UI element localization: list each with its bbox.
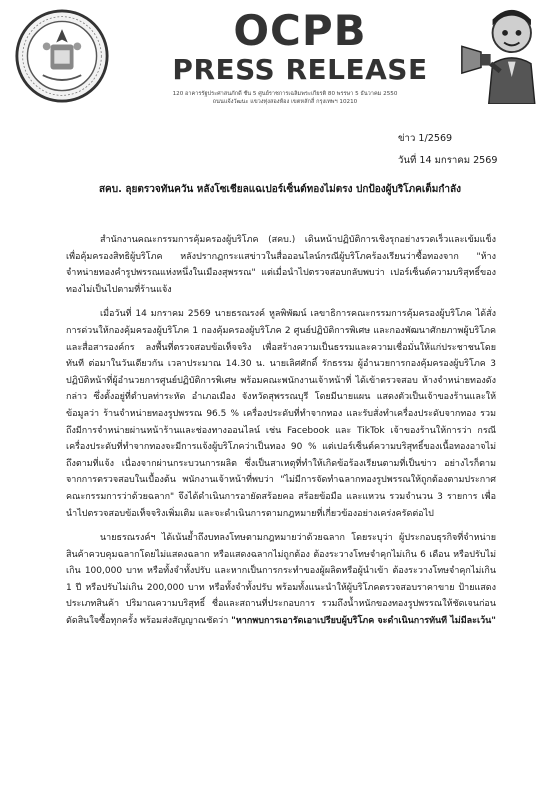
- date-label: วันที่: [398, 155, 417, 166]
- date-value: 14 มกราคม 2569: [419, 155, 498, 166]
- address-line: 120 อาคารรัฐประศาสนภักดี ชั้น 5 ศูนย์ราชการเฉลิมพระเกียรติ 80 พรรษา 5 ธันวาคม 2550: [172, 91, 398, 97]
- news-number: 1/2569: [418, 133, 453, 144]
- closing-text: นายธรณรงค์ฯ ได้เน้นย้ำถึงบทลงโทษตามกฎหมายว่าด้วยฉลาก โดยระบุว่า ผู้ประกอบธุรกิจที่จำหน่ายสินค้าควบคุมฉลากโดยไม่แสดงฉลาก หรือแสดงฉลากไม่ถูกต้อง ต้องระวางโทษจำคุกไม่เกิน 6 เดือน หรือปรับไม่เกิน 100,000 บาท หรือทั้งจำทั้งปรับ และหากเป็นการกระทำของผู้ผลิตหรือผู้นำเข้า ต้องระวางโทษจำคุกไม่เกิน 1 ปี หรือปรับไม่เกิน 200,000 บาท หรือทั้งจำทั้งปรับ พร้อมทั้งแนะนำให้ผู้บริโภคตรวจสอบราคาขาย ป้ายแสดงประเภทสินค้า ปริมาณความบริสุทธิ์ ชื่อและสถานที่ประกอบการ รวมถึงน้ำหนักของทองรูปพรรณให้ชัดเจนก่อนตัดสินใจซื้อทุกครั้ง พร้อมส่งสัญญาณชัดว่า: [66, 533, 496, 627]
- news-number-line: [398, 128, 538, 150]
- address-line: ถนนแจ้งวัฒนะ แขวงทุ่งสองห้อง เขตหลักสี่ กรุงเทพฯ 10210: [212, 99, 358, 105]
- brand-block: [150, 8, 450, 86]
- date-line: [398, 150, 538, 172]
- news-label: ข่าว: [398, 133, 416, 144]
- press-release-title: PRESS RELEASE: [172, 53, 428, 86]
- ocpb-seal-icon: [14, 8, 110, 104]
- paragraph: สำนักงานคณะกรรมการคุ้มครองผู้บริโภค (สคบ.) เดินหน้าปฏิบัติการเชิงรุกอย่างรวดเร็วและเข้มแข็ง เพื่อคุ้มครองสิทธิผู้บริโภค หลังปรากฏกระแสข่าวในสื่อออนไลน์กรณีผู้บริโภคร้องเรียนว่าซื้อทองจาก "ห้างจำหน่ายทองคำรูปพรรณแห่งหนึ่งในเมืองสุพรรณ" แต่เมื่อนำไปตรวจสอบกลับพบว่า เปอร์เซ็นต์ความบริสุทธิ์ของทองไม่เป็นไปตามที่ร้านแจ้ง: [66, 235, 496, 295]
- address-block: [120, 90, 450, 106]
- document-reference: [398, 128, 538, 172]
- org-name: OCPB: [233, 6, 367, 55]
- article-body: [66, 232, 496, 638]
- closing-paragraph: [66, 530, 496, 630]
- mascot-megaphone-icon: [458, 4, 554, 104]
- paragraph: เมื่อวันที่ 14 มกราคม 2569 นายธรณรงค์ หูลพิพัฒน์ เลขาธิการคณะกรรมการคุ้มครองผู้บริโภค ได้สั่งการด่วนให้กองคุ้มครองผู้บริโภค 1 กองคุ้มครองผู้บริโภค 2 ศูนย์ปฏิบัติการพิเศษ และกองพัฒนาศักยภาพผู้บริโภคและสื่อสารองค์กร ลงพื้นที่ตรวจสอบข้อเท็จจริง เพื่อสร้างความเป็นธรรมและความเชื่อมั่นให้แก่ประชาชนโดยทันที ต่อมาในวันเดียวกัน เวลาประมาณ 14.30 น. นายเลิศศักดิ์ รักธรรม ผู้อำนวยการกองคุ้มครองผู้บริโภค 3 ปฏิบัติหน้าที่ผู้อำนวยการศูนย์ปฏิบัติการพิเศษ พร้อมคณะพนักงานเจ้าหน้าที่ ได้เข้าตรวจสอบ ห้างจำหน่ายทองดังกล่าว ซึ่งตั้งอยู่ที่ตำบลท่าระหัด อำเภอเมือง จังหวัดสุพรรณบุรี โดยมีนายแผน แสดงตัวเป็นเจ้าของร้านและให้ข้อมูลว่า ร้านจำหน่ายทองรูปพรรณ 96.5 % เครื่องประดับที่ทำจากทอง และรับสั่งทำเครื่องประดับจากทอง รวมถึงมีการจำหน่ายผ่านหน้าร้านและช่องทางออนไลน์ เช่น Facebook และ TikTok เจ้าของร้านให้การว่า กรณีเครื่องประดับที่ทำจากทองจะมีการแจ้งผู้บริโภคว่าเป็นทอง 90 % แต่เปอร์เซ็นต์ความบริสุทธิ์ของเนื้อทองอาจไม่ถึงตามที่แจ้ง เนื่องจากผ่านกระบวนการผลิต ซึ่งเป็นสาเหตุที่ทำให้เกิดข้อร้องเรียนตามที่เป็นข่าว อย่างไรก็ตาม จากการตรวจสอบในเบื้องต้น พนักงานเจ้าหน้าที่พบว่า "ไม่มีการจัดทำฉลากทองรูปพรรณให้ถูกต้องตามประกาศคณะกรรมการว่าด้วยฉลาก" จึงได้ดำเนินการอายัดสร้อยคอ สร้อยข้อมือ และแหวน รวมจำนวน 3 รายการ เพื่อนำไปตรวจสอบข้อเท็จจริงเพิ่มเติม และจะดำเนินการตามกฎหมายที่เกี่ยวข้องอย่างเคร่งครัดต่อไป: [66, 309, 496, 519]
- headline: สคบ. ลุยตรวจทันควัน หลังโซเชียลแฉเปอร์เซ็นต์ทองไม่ตรง ปกป้องผู้บริโภคเต็มกำลัง: [98, 184, 462, 195]
- letterhead: [0, 0, 559, 110]
- closing-emphasis: "หากพบการเอารัดเอาเปรียบผู้บริโภค จะดำเนินการทันที ไม่มีละเว้น": [231, 616, 496, 627]
